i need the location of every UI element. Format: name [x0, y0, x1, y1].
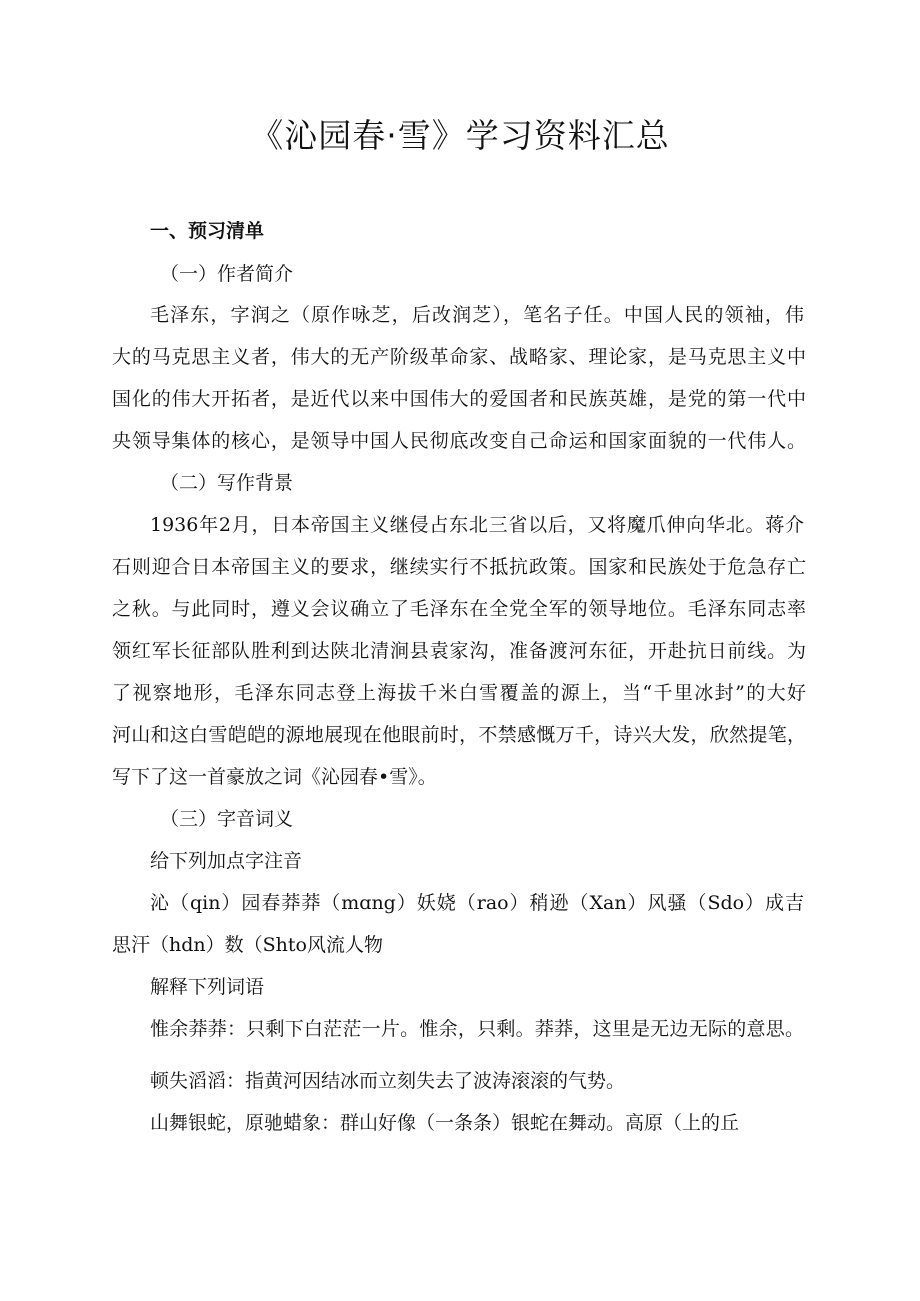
subheading-author: （一）作者简介: [160, 263, 294, 285]
pinyin-line-2: 思汗（hdn）数（Shto风流人物: [112, 934, 383, 956]
author-line-3: 国化的伟大开拓者，是近代以来中国伟大的爱国者和民族英雄，是党的第一代中: [112, 388, 806, 410]
subheading-background: （二）写作背景: [160, 472, 294, 494]
background-line-1: 1936年2月，日本帝国主义继侵占东北三省以后，又将魔爪伸向华北。蒋介: [150, 514, 804, 536]
author-line-2: 大的马克思主义者，伟大的无产阶级革命家、战略家、理论家，是马克思主义中: [112, 346, 806, 368]
background-line-4: 领红军长征部队胜利到达陕北清涧县袁家沟，准备渡河东征，开赴抗日前线。为: [112, 640, 806, 662]
word-line-3: 山舞银蛇，原驰蜡象：群山好像（一条条）银蛇在舞动。高原（上的丘: [150, 1112, 740, 1134]
background-line-3: 之秋。与此同时，遵义会议确立了毛泽东在全党全军的领导地位。毛泽东同志率: [112, 598, 806, 620]
pinyin-heading: 给下列加点字注音: [150, 850, 303, 872]
words-heading: 解释下列词语: [150, 976, 265, 998]
background-line-7: 写下了这一首豪放之词《沁园春•雪》。: [112, 766, 437, 788]
background-line-6: 河山和这白雪皑皑的源地展现在他眼前时，不禁感慨万千，诗兴大发，欣然提笔，: [112, 724, 806, 746]
pinyin-line-1: 沁（qin）园春莽莽（mɑng）妖娆（rao）稍逊（Xan）风骚（Sdo）成吉: [150, 892, 804, 914]
document-title: 《沁园春·雪》学习资料汇总: [250, 116, 670, 155]
word-line-2: 顿失滔滔：指黄河因结冰而立刻失去了波涛滚滚的气势。: [150, 1070, 626, 1092]
subheading-pronunciation: （三）字音词义: [160, 808, 294, 830]
word-line-1: 惟余莽莽：只剩下白茫茫一片。惟余，只剩。莽莽，这里是无边无际的意思。: [150, 1018, 804, 1040]
background-line-2: 石则迎合日本帝国主义的要求，继续实行不抵抗政策。国家和民族处于危急存亡: [112, 556, 806, 578]
author-line-4: 央领导集体的核心，是领导中国人民彻底改变自己命运和国家面貌的一代伟人。: [112, 430, 806, 452]
author-line-1: 毛泽东，字润之（原作咏芝，后改润芝），笔名子任。中国人民的领袖，伟: [150, 304, 804, 326]
section-heading-preview: 一、预习清单: [150, 220, 265, 242]
background-line-5: 了视察地形，毛泽东同志登上海拔千米白雪覆盖的源上，当“千里冰封”的大好: [112, 682, 806, 704]
